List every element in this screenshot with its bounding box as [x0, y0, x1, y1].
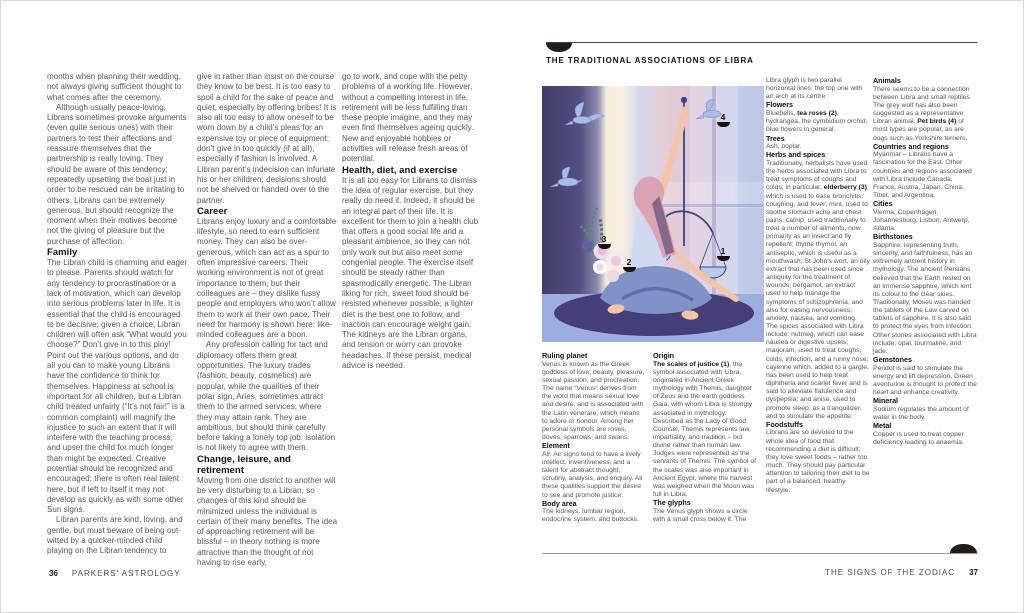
left-page-column-1: [47, 72, 188, 557]
marker-2: [621, 258, 637, 272]
paragraph: [766, 160, 870, 421]
paragraph-text: Traditionally, herbalists have used the herbs associated with Libra to treat symptoms of coughs and colds; in particular,: [766, 159, 868, 192]
paragraph: Myanmar – Librans have a fascination for the East. Other countries and regions associated with Libra include Canada, France, Austria, Japan, China, Tibet, and Argentina.: [873, 151, 972, 200]
paragraph-text: There seems to be a connection between Libra and small reptiles. The grey wolf has also been suggested as a representative Libran animal.: [873, 85, 972, 126]
libra-illustration: [542, 86, 764, 342]
marker-number: 2: [626, 257, 632, 267]
herbs-and-spices-heading: Herbs and spices: [766, 150, 826, 160]
paragraph-text: Bluebells,: [766, 110, 798, 118]
header-tab-ornament: [546, 43, 572, 52]
marker-bowl-icon: [598, 244, 611, 249]
family-heading: Family: [47, 247, 78, 259]
paragraph: [873, 86, 977, 143]
bold-reference: Pet birds (4): [917, 118, 957, 126]
window-frame-shadow-h: [660, 204, 764, 207]
paragraph: Sapphire, representing truth, sincerity, and faithfulness, has an extremely ancient history in mythology. The ancient Persians believed that the Earth rested on an immense sapphire, which lent its colour to the clear skies. Traditionally, Moses was handed the tablets of the Law carved on tablets of sapphire. It is also said to protect the eyes from infection. Other stones associated with Libra include: opal, tourmaline, and jade.: [873, 241, 977, 355]
glyphs-heading: The glyphs: [653, 498, 691, 508]
paragraph: The Libran child is charming and eager to please. Parents should watch for any tendency to procrastination or a lack of motivation, which can develop into serious problems later in life. It is essential that the child is encouraged to be decisive; given a choice, Libran children will often ask “What would you choose?” Don’t give in to this ploy! Point out the various options, and do all you can to make young Librans have the confidence to think for themselves. Happiness at school is important for all children, but a Libran child treated unfairly (“It’s not fair!” is a common complaint) will magnify the injustice to such an extent that it will interfere with the teaching process, and upset the child for much longer than might be expected. Creative potential should be recognized and encouraged; there is often real talent here, but if left to itself it may not develop as quickly as with some other Sun signs.: [47, 258, 188, 515]
left-page-column-2: [197, 72, 338, 568]
paragraph: Librans are so devoted to the whole idea of food that recommending a diet is difficult; they love sweet foods – rather too much. They should pay particular attention to tailoring their diet to be part of a balanced, healthy lifestyle.: [766, 429, 870, 494]
left-page-number: 36: [49, 569, 58, 578]
paragraph: [766, 110, 870, 134]
paragraph-text: , which is used to ease bronchitis, coughing, and fever; mint, used to soothe stomach ache and chest pains; catnip, used traditionally to treat a number of ailments, now primarily as an insect and fly repellent; thyme thymol, an antiseptic, which is useful as a mouthwash; St John’s wort, an oily extract that has been used since antiquity for the treatment of wounds; bergamot, an extract used to help manage the symptoms of schizophrenia, and also for easing nervousness, anxiety, nausea, and vomiting. The spices associated with Libra include: nutmeg, which can ease nausea or digestive upsets; marjoram, used to treat coughs, colds, infection, and a runny nose; cayenne which, added to a gargle, has been used to help treat diphtheria and scarlet fever and is said to alleviate flatulence and dyspepsia; and anise, used to promote sleep, as a tranquilizer, and to stimulate the appetite.: [766, 184, 870, 420]
paragraph: Sodium regulates the amount of water in the body.: [873, 405, 969, 422]
paragraph: Although usually peace-loving, Librans sometimes provoke arguments (even quite serious ones) with their partners to test their affections and reassure themselves that the partnership is really loving. They should be aware of this tendency; repeatedly upsetting the boat just in order to be rescued can be irritating to others. Librans can be extremely generous, but should recognize the moment when their motives become not the giving of pleasure but the purchase of affection.: [47, 102, 187, 246]
paragraph: [653, 361, 757, 500]
paragraph-text: , hydrangea, the cymbidium orchid; blue flowers in general.: [766, 110, 868, 134]
paragraph-text: of most types are popular, as are dogs such as Yorkshire terriers.: [873, 118, 968, 142]
paragraph: Moving from one district to another will be very disturbing to a Libran, so changes of this kind should be minimized unless the individual is certain of their many benefits. The idea of approaching retirement will be blissful – in theory nothing is more attractive than the thought of not having to rise early,: [197, 475, 338, 568]
paragraph: give in rather than insist on the course they know to be best. It is too easy to spoil a child for the sake of peace and quiet, especially by offering bribes! It is also all too easy to allow oneself to be worn down by a child’s pleas for an expensive toy or piece of equipment; don’t give in too quickly (if at all), especially if fashion is involved. A Libran parent’s indecision can infuriate his or her children; decisions should not be shelved or handed over to the partner.: [197, 72, 337, 205]
body-area-heading: Body area: [542, 498, 577, 508]
career-heading: Career: [197, 205, 228, 217]
paragraph: Librans enjoy luxury and a comfortable lifestyle, so need to earn sufficient money. They can also be over-generous, which can act as a spur to often impressive careers. Their working environment is not of great importance to them, but their colleagues are – they dislike fussy people and employers who won’t allow them to work at their own pace. Their need for harmony is shown here: like-minded colleagues are a boon.: [197, 216, 337, 340]
right-page-footer: [641, 568, 978, 577]
marker-bowl-icon: [717, 256, 730, 261]
gemstones-heading: Gemstones: [873, 355, 912, 365]
marker-bowl-icon: [623, 267, 636, 272]
book-title: PARKERS’ ASTROLOGY: [71, 569, 181, 578]
paragraph: Ash, poplar.: [766, 143, 802, 151]
left-page-column-3: [342, 72, 483, 371]
paragraph: Air. Air signs tend to have a lively intellect, inventiveness, and a talent for abstract thought, scrutiny, analysis, and enquiry. All these qualities support the desire to see and promote justice.: [542, 450, 643, 499]
marker-number: 4: [720, 112, 726, 122]
foodstuffs-heading: Foodstuffs: [766, 419, 803, 429]
paragraph-text: , the symbol associated with Libra, originated in Ancient Greek mythology with Themis, daughter of Zeus and the earth goddess Gaia, with whom Libra is strongly associated in mythology. Described as the Lady of Good Counsel, Themis represents law, impartiality, and tradition – but divine rather than human law. Judges were represented as the servants of Themis. The symbol of the scales was also important in Ancient Egypt, where the harvest was weighed when the Moon was full in Libra.: [653, 360, 756, 499]
bold-reference: tea roses (2): [797, 110, 837, 118]
right-page-column-2: [653, 352, 757, 524]
flowers-heading: Flowers: [766, 100, 794, 110]
paragraph: Libra glyph is two parallel horizontal lines, the top one with an arch at its centre.: [766, 77, 863, 101]
paragraph: Copper is used to treat copper deficiency leading to anaemia.: [873, 430, 964, 446]
right-page-number: 37: [969, 568, 978, 577]
metal-heading: Metal: [873, 421, 892, 431]
marker-number: 3: [601, 234, 607, 244]
chapter-title: THE SIGNS OF THE ZODIAC: [825, 568, 956, 577]
animals-heading: Animals: [873, 76, 901, 85]
mineral-heading: Mineral: [873, 396, 899, 406]
ruling-planet-heading: Ruling planet: [542, 351, 588, 360]
bold-reference: elderberry (3): [823, 184, 867, 192]
paragraph: Vienna, Copenhagen, Johannesburg, Lisbon, Antwerp, Atlanta.: [873, 208, 970, 233]
birthstones-heading: Birthstones: [873, 232, 913, 242]
left-page-footer: [49, 569, 181, 578]
right-page-column-3: [766, 77, 870, 495]
paragraph: Any profession calling for tact and diplomacy offers them great opportunities. The luxury trades (fashion, beauty, cosmetics) are popular, while the qualities of their polar sign, Aries, sometimes attract them to the armed services, where they may attain rank. They are ambitious, but should think carefully before taking a lonely top job: isolation is not likely to agree with them.: [197, 340, 336, 453]
origin-heading: Origin: [653, 351, 675, 360]
paragraph: Peridot is said to stimulate the energy and lift depression. Green aventurine is thought to protect the heart and enhance creativity.: [873, 364, 977, 397]
marker-1: [715, 247, 731, 261]
section-title: THE TRADITIONAL ASSOCIATIONS OF LIBRA: [546, 56, 754, 65]
header-rule: [546, 42, 977, 43]
paragraph: go to work, and cope with the petty problems of a working life. However, without a compelling interest in life, retirement will be less fulfilling than these people imagine, and they may even find themselves ageing quickly. New and enjoyable hobbies or activities will release fresh areas of potential.: [342, 72, 474, 164]
cities-heading: Cities: [873, 199, 893, 209]
marker-number: 1: [720, 246, 726, 256]
health-diet-exercise-heading: Health, diet, and exercise: [342, 164, 458, 176]
countries-heading: Countries and regions: [873, 141, 949, 151]
trees-heading: Trees: [766, 133, 785, 143]
paragraph: It is all too easy for Librans to dismiss the idea of regular exercise, but they really do need it. Indeed, it should be an integral part of their life. It is excellent for them to join a health club that offers a good social life and a pleasant ambience, so they can not only work out but also meet some congenial people. The exercise itself should be steady rather than spasmodically energetic. The Libran liking for rich, sweet food should be resisted whenever possible; a lighter diet is the best one to follow, and inaction can encourage weight gain. The kidneys are the Libran organs, and tension or worry can provoke headaches. If these persist, medical advice is needed.: [342, 175, 479, 371]
paragraph: months when planning their wedding, not always giving sufficient thought to what comes after the ceremony.: [47, 72, 182, 102]
marker-bowl-icon: [717, 122, 730, 127]
bold-reference: The scales of justice (1): [653, 360, 730, 368]
paragraph: The kidneys, lumbar region, endocrine system, and buttocks.: [542, 508, 639, 524]
footer-rule: [542, 553, 978, 554]
paragraph: The Venus glyph shows a circle with a small cross below it. The: [653, 507, 748, 523]
marker-3: [596, 235, 612, 249]
footer-tab-ornament: [950, 544, 977, 553]
right-page-column-4: [873, 77, 977, 447]
element-heading: Element: [542, 441, 570, 451]
paragraph: Venus is known as the Greek goddess of love, beauty, pleasure, sexual passion, and procreation. The name “Venus” derives from the word that means sexual love and desire, and is associated with the Latin venerare, which means to adore or honour. Among her personal symbols are roses, doves, sparrows, and swans.: [542, 360, 645, 441]
change-leisure-retirement-heading: Change, leisure, and retirement: [197, 453, 291, 476]
right-page-column-1: [542, 352, 646, 525]
paragraph: Libran parents are kind, loving, and gentle, but must beware of being out-witted by a quicker-minded child playing on the Libran tendency to: [47, 515, 183, 556]
marker-4: [715, 113, 731, 127]
